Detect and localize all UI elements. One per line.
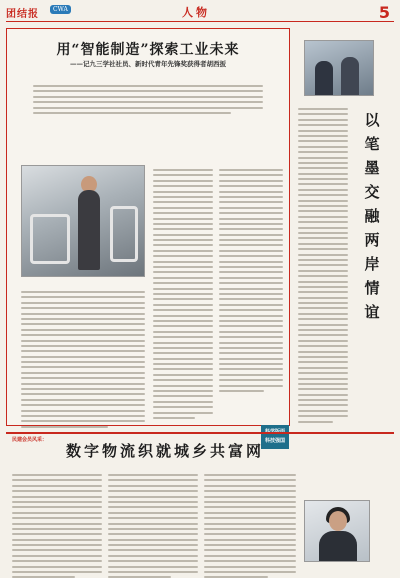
right-column-photo [304,40,374,96]
section-title: 人物 [182,6,210,19]
right-title-char: 谊 [364,303,380,321]
article-column-1 [21,291,145,431]
right-column-text-a [298,108,348,426]
feature-subhead: ——记九三学社社员、新时代青年先锋奖获得者胡西扳 [70,60,226,68]
article-column-3 [219,169,283,395]
robot-arm-graphic [110,206,138,262]
person-figure [319,531,357,562]
bottom-headline: 数字物流织就城乡共富网 [65,442,264,460]
robot-arm-graphic [30,214,70,264]
cwa-badge: CWA [50,5,71,14]
feature-headline: 用“智能制造”探索工业未来 [56,42,240,58]
lead-paragraph [33,85,263,117]
feature-photo [21,165,145,277]
right-title-char: 笔 [364,135,380,153]
right-title-char: 两 [364,231,380,249]
bottom-portrait [304,500,370,562]
right-title-char: 以 [364,111,380,129]
badge-line-2: 科技强国 [264,438,285,444]
article-column-2 [153,169,213,422]
right-title-char: 墨 [364,159,380,177]
bottom-kicker: 民建会员风采： [12,437,48,443]
section-divider [6,432,394,434]
person-figure [78,190,100,270]
right-title-char: 融 [364,207,380,225]
right-title-char: 情 [364,279,380,297]
person-figure [315,61,333,96]
bottom-column-1 [12,474,102,578]
bottom-column-3 [204,474,296,578]
bottom-column-2 [108,474,198,578]
person-figure [341,57,359,96]
right-column-title [360,108,384,324]
page-number: 5 [378,3,390,22]
right-title-char: 岸 [364,255,380,273]
newspaper-logo: 团结报 [6,9,39,20]
right-title-char: 交 [364,183,380,201]
person-head [329,511,347,531]
masthead [6,4,394,22]
